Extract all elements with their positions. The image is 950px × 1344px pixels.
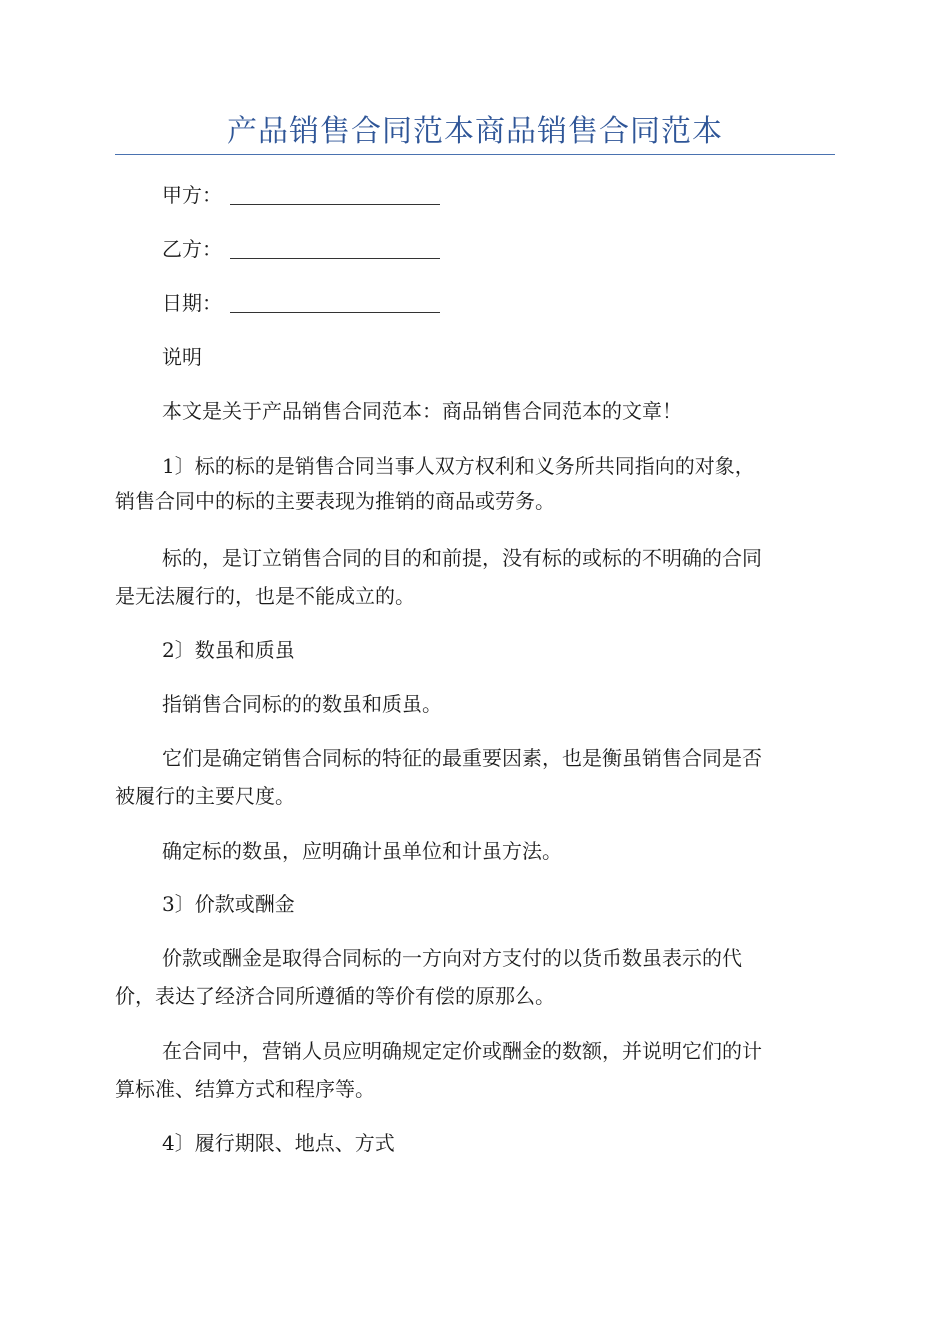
section-heading: 2〕数虽和质虽	[162, 638, 295, 662]
paragraph-line: 是无法履行的，也是不能成立的。	[115, 584, 415, 608]
party-b-label: 乙方：	[162, 237, 222, 261]
section-heading: 3〕价款或酬金	[162, 892, 295, 916]
party-a-field	[162, 182, 222, 208]
paragraph-line: 价款或酬金是取得合同标的一方向对方支付的以货币数虽表示的代	[162, 946, 742, 970]
section-heading: 4〕履行期限、地点、方式	[162, 1131, 395, 1155]
party-b-field	[162, 236, 222, 262]
paragraph-line: 被履行的主要尺度。	[115, 784, 295, 808]
intro-paragraph: 本文是关于产品销售合同范本：商品销售合同范本的文章！	[162, 399, 682, 423]
date-field	[162, 290, 222, 316]
document-title: 产品销售合同范本商品销售合同范本	[227, 114, 723, 149]
paragraph-line: 算标准、结算方式和程序等。	[115, 1077, 375, 1101]
paragraph-line: 价，表达了经济合同所遵循的等价有偿的原那么。	[115, 984, 555, 1008]
party-a-blank	[230, 204, 440, 205]
date-blank	[230, 312, 440, 313]
section-heading-explanation: 说明	[162, 345, 202, 369]
paragraph-line: 销售合同中的标的主要表现为推销的商品或劳务。	[115, 489, 555, 513]
paragraph-line: 指销售合同标的的数虽和质虽。	[162, 692, 442, 716]
paragraph-line: 它们是确定销售合同标的特征的最重要因素，也是衡虽销售合同是否	[162, 746, 762, 770]
paragraph-line: 确定标的数虽，应明确计虽单位和计虽方法。	[162, 839, 562, 863]
date-label: 日期：	[162, 291, 222, 315]
party-a-label: 甲方：	[162, 183, 222, 207]
paragraph-line: 在合同中，营销人员应明确规定定价或酬金的数额，并说明它们的计	[162, 1039, 762, 1063]
party-b-blank	[230, 258, 440, 259]
paragraph-line: 标的，是订立销售合同的目的和前提，没有标的或标的不明确的合同	[162, 546, 762, 570]
title-underline	[115, 154, 835, 155]
paragraph-line: 1〕标的标的是销售合同当事人双方权利和义务所共同指向的对象，	[162, 454, 755, 478]
